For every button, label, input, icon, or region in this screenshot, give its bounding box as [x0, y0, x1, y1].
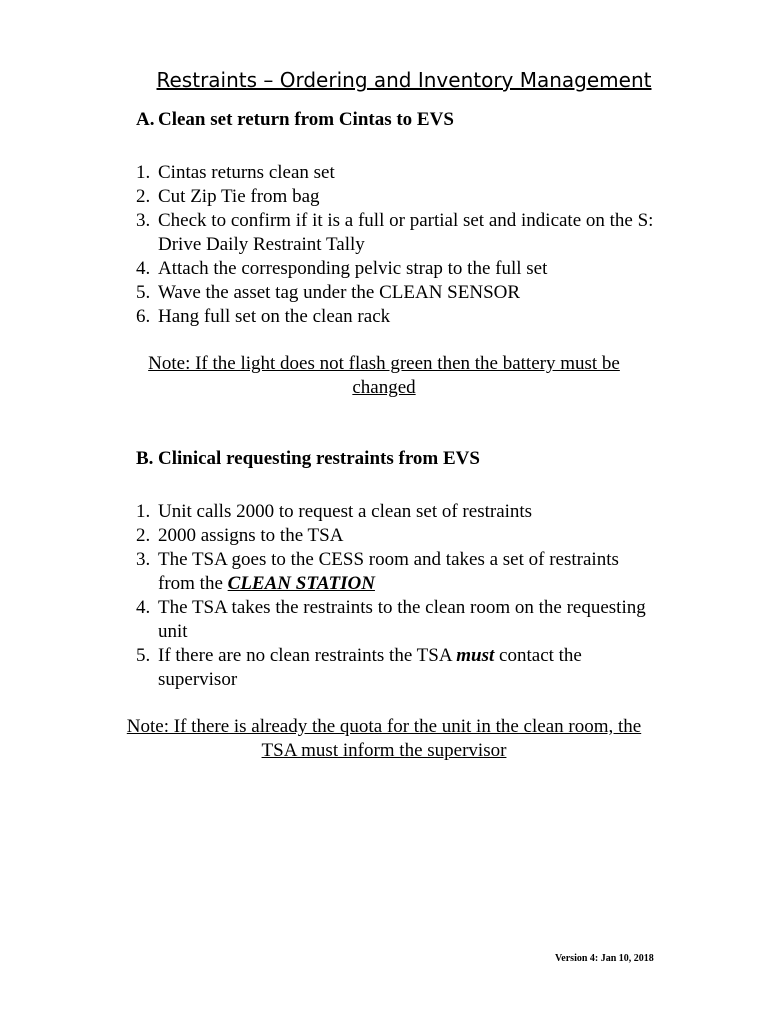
step-number: 1.: [136, 501, 151, 522]
step-text-before: The TSA goes to the CESS room and takes a set of restraints from the: [158, 549, 619, 594]
document-title: Restraints – Ordering and Inventory Management: [156, 68, 652, 92]
step-number: 4.: [136, 258, 151, 279]
step-number: 1.: [136, 162, 151, 183]
section-b-heading-text: Clinical requesting restraints from EVS: [158, 448, 480, 469]
section-a-letter: A.: [136, 109, 155, 130]
step-text-before: If there are no clean restraints the TSA: [158, 645, 457, 666]
clean-station-emphasis: CLEAN STATION: [227, 573, 375, 594]
step-text: Wave the asset tag under the CLEAN SENSOR: [158, 282, 521, 303]
step-number: 3.: [136, 549, 151, 570]
list-item: [136, 305, 656, 329]
section-b-note: Note: If there is already the quota for the unit in the clean room, the TSA must inform the supervisor: [126, 716, 642, 761]
list-item: [136, 500, 656, 524]
step-text: Check to confirm if it is a full or partial set and indicate on the S: Drive Daily Restraint Tally: [158, 210, 654, 255]
section-a-steps: [136, 161, 656, 329]
list-item: [136, 185, 656, 209]
step-number: 2.: [136, 186, 151, 207]
list-item: [136, 596, 656, 644]
list-item: [136, 161, 656, 185]
list-item: [136, 257, 656, 281]
step-number: 5.: [136, 645, 151, 666]
section-a-heading-text: Clean set return from Cintas to EVS: [158, 109, 454, 130]
section-b-letter: B.: [136, 448, 154, 469]
list-item: [136, 548, 656, 596]
list-item: [136, 209, 656, 257]
list-item: [136, 644, 656, 692]
step-number: 4.: [136, 597, 151, 618]
list-item: [136, 281, 656, 305]
must-emphasis: must: [456, 645, 495, 666]
step-text-after: contact the supervisor: [158, 645, 582, 690]
step-text: Attach the corresponding pelvic strap to the full set: [158, 258, 548, 279]
step-number: 6.: [136, 306, 151, 327]
step-text: The TSA takes the restraints to the clean room on the requesting unit: [158, 597, 646, 642]
version-footer: Version 4: Jan 10, 2018: [555, 953, 654, 964]
step-number: 3.: [136, 210, 151, 231]
list-item: [136, 524, 656, 548]
step-text: Cut Zip Tie from bag: [158, 186, 320, 207]
section-a-note: Note: If the light does not flash green then the battery must be changed: [148, 353, 620, 398]
section-a-heading: [136, 108, 454, 132]
section-b-steps: [136, 500, 656, 692]
step-text: Hang full set on the clean rack: [158, 306, 391, 327]
step-number: 2.: [136, 525, 151, 546]
section-b-heading: [136, 447, 480, 471]
step-text: Unit calls 2000 to request a clean set of restraints: [158, 501, 533, 522]
step-text: 2000 assigns to the TSA: [158, 525, 344, 546]
step-number: 5.: [136, 282, 151, 303]
step-text: Cintas returns clean set: [158, 162, 335, 183]
